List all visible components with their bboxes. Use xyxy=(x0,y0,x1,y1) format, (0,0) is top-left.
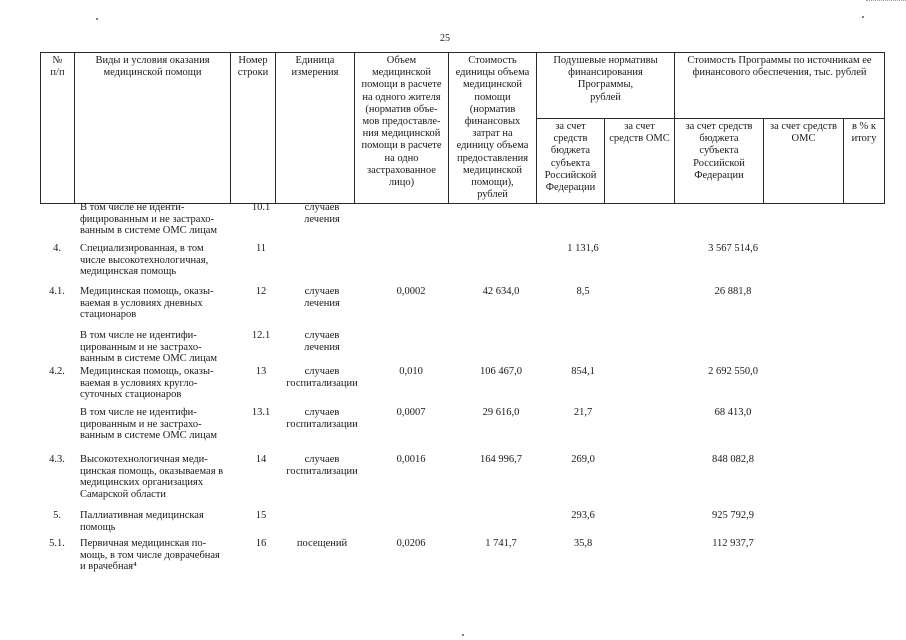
row-name: Медицинская помощь, оказы- ваемая в условиях кругло- суточных стационаров xyxy=(80,366,214,400)
row-name: Высокотехнологичная меди- цинская помощь, оказываемая в медицинских организациях Самарской области xyxy=(80,454,224,500)
row-line: 15 xyxy=(255,510,267,521)
row-volume: 0,0007 xyxy=(396,407,426,418)
row-num: 4. xyxy=(53,243,61,254)
page-number: 25 xyxy=(440,33,450,44)
row-percap-budget: 35,8 xyxy=(573,538,593,549)
row-line: 13.1 xyxy=(251,407,271,418)
header-kind: Виды и условия оказания медицинской помощи xyxy=(75,53,231,204)
row-percap-budget: 854,1 xyxy=(571,366,595,377)
row-program-budget: 112 937,7 xyxy=(712,538,754,549)
row-unit: случаев госпитализации xyxy=(286,454,358,477)
row-volume: 0,0016 xyxy=(396,454,426,465)
row-num: 4.3. xyxy=(49,454,65,465)
header-percap-oms: за счет средств ОМС xyxy=(605,119,675,204)
row-unit: случаев лечения xyxy=(304,202,340,225)
row-name: Специализированная, в том числе высокотехнологичная, медицинская помощь xyxy=(80,243,209,277)
header-program-pct: в % к итогу xyxy=(844,119,885,204)
row-percap-budget: 1 131,6 xyxy=(567,243,599,254)
header-unit: Единица измерения xyxy=(276,53,355,204)
row-line: 16 xyxy=(255,538,267,549)
header-volume: Объем медицинской помощи в расчете на одного жителя (норматив объе- мов предоставле- ния медицинской помощи в расчете на одно застрахованное лицо) xyxy=(355,53,449,204)
row-program-budget: 68 413,0 xyxy=(714,407,752,418)
row-cost: 29 616,0 xyxy=(482,407,520,418)
header-cost: Стоимость единицы объема медицинской помощи (норматив финансовых затрат на единицу объема предоставления медицинской помощи), рублей xyxy=(449,53,537,204)
header-program-budget: за счет средств бюджета субъекта Российской Федерации xyxy=(675,119,764,204)
row-volume: 0,0002 xyxy=(396,286,426,297)
row-line: 11 xyxy=(255,243,267,254)
row-program-budget: 848 082,8 xyxy=(712,454,754,465)
row-num: 4.1. xyxy=(49,286,65,297)
row-name: В том числе не идентифи- цированным и не застрахо- ванным в системе ОМС лицам xyxy=(80,330,218,364)
scan-speck xyxy=(862,16,864,18)
row-cost: 1 741,7 xyxy=(485,538,517,549)
row-percap-budget: 269,0 xyxy=(571,454,595,465)
scan-speck xyxy=(96,18,98,20)
row-program-budget: 925 792,9 xyxy=(712,510,754,521)
header-percap-budget: за счет средств бюджета субъекта Российской Федерации xyxy=(537,119,605,204)
table-header xyxy=(40,52,885,204)
row-unit: случаев лечения xyxy=(304,286,340,309)
row-name: В том числе не иденти- фицированным и не застрахо- ванным в системе ОМС лицам xyxy=(80,202,218,236)
row-line: 10.1 xyxy=(251,202,271,213)
row-line: 14 xyxy=(255,454,267,465)
header-line: Номер строки xyxy=(231,53,276,204)
header-program-oms: за счет средств ОМС xyxy=(764,119,844,204)
row-program-budget: 26 881,8 xyxy=(714,286,752,297)
row-unit: случаев госпитализации xyxy=(286,366,358,389)
row-cost: 106 467,0 xyxy=(480,366,522,377)
scan-edge-line xyxy=(866,0,906,2)
row-cost: 42 634,0 xyxy=(482,286,520,297)
row-num: 4.2. xyxy=(49,366,65,377)
row-name: Паллиативная медицинская помощь xyxy=(80,510,204,533)
row-cost: 164 996,7 xyxy=(480,454,522,465)
row-line: 13 xyxy=(255,366,267,377)
row-name: Медицинская помощь, оказы- ваемая в условиях дневных стационаров xyxy=(80,286,214,320)
row-line: 12 xyxy=(255,286,267,297)
row-unit: посещений xyxy=(296,538,348,549)
row-num: 5. xyxy=(53,510,61,521)
row-unit: случаев лечения xyxy=(304,330,340,353)
row-percap-budget: 21,7 xyxy=(573,407,593,418)
header-percap: Подушевые нормативы финансирования Программы, рублей xyxy=(537,53,675,119)
header-program: Стоимость Программы по источникам ее финансового обеспечения, тыс. рублей xyxy=(675,53,885,119)
row-volume: 0,0206 xyxy=(396,538,426,549)
row-unit: случаев госпитализации xyxy=(286,407,358,430)
row-program-budget: 3 567 514,6 xyxy=(708,243,758,254)
scan-speck xyxy=(462,634,464,636)
row-percap-budget: 293,6 xyxy=(571,510,595,521)
row-percap-budget: 8,5 xyxy=(576,286,590,297)
row-num: 5.1. xyxy=(49,538,65,549)
row-name: В том числе не идентифи- цированным и не застрахо- ванным в системе ОМС лицам xyxy=(80,407,218,441)
row-volume: 0,010 xyxy=(399,366,423,377)
header-num: № п/п xyxy=(41,53,75,204)
row-name: Первичная медицинская по- мощь, в том числе доврачебная и врачебная⁴ xyxy=(80,538,220,572)
row-line: 12.1 xyxy=(251,330,271,341)
row-program-budget: 2 692 550,0 xyxy=(708,366,758,377)
